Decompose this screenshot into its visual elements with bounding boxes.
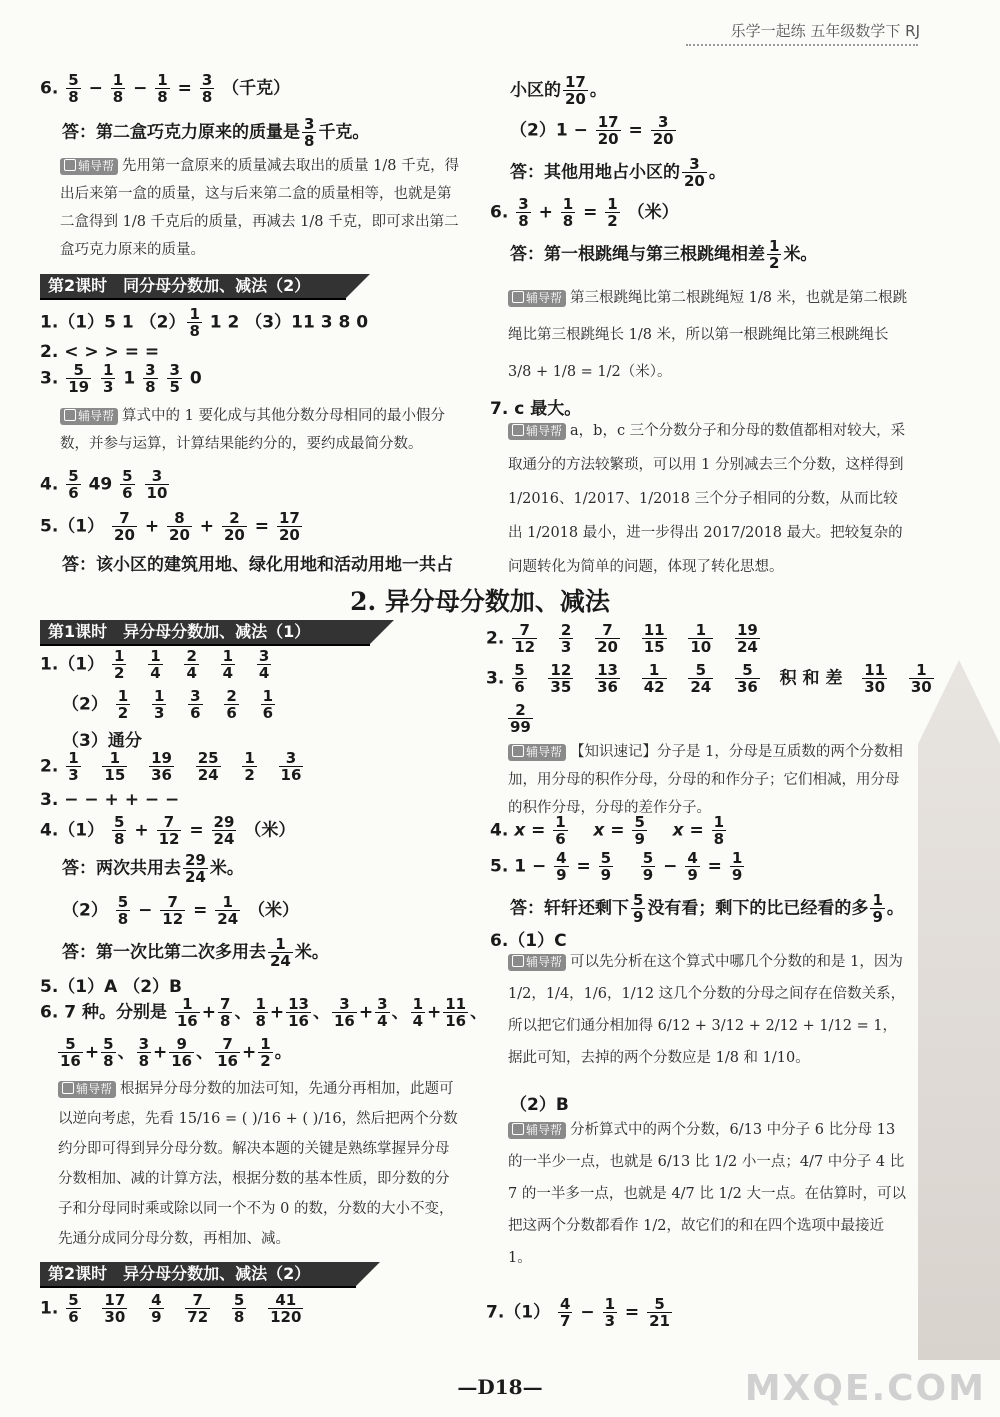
s2-line-6b: $\frac{5}{16}$ + $\frac{5}{8}$ 、 $\frac{3}{8}$ + $\frac{9}{16}$ 、 $\frac{7}{16}$ + $\frac{1}{2}$ 。 <box>60 1035 292 1070</box>
r-line-1: （2）1 − $\frac{17}{20}$ = $\frac{3}{20}$ <box>510 113 674 148</box>
hint-note-6: 辅导帮 【知识速记】分子是 1，分母是互质数的两个分数相加，用分母的积作分母，分母的和作分子；它们相减，用分母的积作分母，分母的差作分子。 <box>508 744 903 816</box>
hint-note-5: 辅导帮 根据异分母分数的加法可知，先通分再相加，此题可以逆向考虑，先看 15/16 = ( )/16 + ( )/16，然后把两个分数约分即可得到异分母分数。解决本题的关键是熟练掌握异分母分数相加、减的计算方法，根据分数的基本性质，即分数的分子和分母同时乘或除以同一个不为 0 的数，分数的大小不变，先通分成同分母分数，再相加、减。 <box>58 1081 458 1247</box>
hint-icon <box>512 745 524 757</box>
s1-line-3: 3. $\frac{5}{19}$ $\frac{1}{3}$ 1 $\frac{3}{8}$ $\frac{3}{5}$ 0 <box>40 361 202 396</box>
s1-line-5: 5.（1） $\frac{7}{20}$ + $\frac{8}{20}$ + $\frac{2}{20}$ = $\frac{17}{20}$ <box>40 509 300 544</box>
r-line-2: 答：其他用地占小区的 $\frac{3}{20}$ 。 <box>510 155 726 190</box>
section-header-lesson1: 第1课时 异分母分数加、减法（1） <box>40 620 370 646</box>
hint-note-7: 辅导帮 可以先分析在这个算式中哪几个分数的和是 1，因为 1/2，1/4，1/6，1/12 这几个分数的分母之间存在倍数关系，所以把它们通分相加得 6/12 + 3/12 + 2/12 + 1/12 = 1，据此可知，去掉的两个分数应是 1/8 和 1/10。 <box>508 954 906 1066</box>
hint-note-2: 辅导帮 算式中的 1 要化成与其他分数分母相同的最小假分数，并参与运算，计算结果能约分的，要约成最简分数。 <box>60 408 445 452</box>
section-header-lesson2: 第2课时 同分母分数加、减法（2） <box>40 274 346 300</box>
s2-line-4b: （2） $\frac{5}{8}$ − $\frac{7}{12}$ = $\frac{1}{24}$ （米） <box>62 893 300 928</box>
q6-line: 6. $\frac{5}{8}$ − $\frac{1}{8}$ − $\frac{1}{8}$ = $\frac{3}{8}$ （千克） <box>40 71 291 106</box>
hint-note-1: 辅导帮 先用第一盒原来的质量减去取出的质量 1/8 千克，得出后来第一盒的质量，这与后来第二盒的质量相等，也就是第二盒得到 1/8 千克后的质量，再减去 1/8 千克，即可求出第二盒巧克力原来的质量。 <box>60 158 460 258</box>
page-number: —D18— <box>457 1375 543 1399</box>
r2-line-6b: （2）B <box>510 1095 569 1115</box>
s2-line-6: 6. 7 种。分别是 $\frac{1}{16}$ + $\frac{7}{8}$ 、 $\frac{1}{8}$ + $\frac{13}{16}$ 、 $\frac{3}{16}$ + $\frac{3}{4}$ 、 $\frac{1}{4}$ + $\frac{11}{16}$ 、 <box>40 995 488 1030</box>
section-header-lesson2b: 第2课时 异分母分数加、减法（2） <box>40 1262 356 1288</box>
s1-line-5-answer: 答：该小区的建筑用地、绿化用地和活动用地一共占 <box>62 555 453 575</box>
r2-line-3: 3. $\frac{5}{6}$ $\frac{12}{35}$ $\frac{13}{36}$ $\frac{1}{42}$ $\frac{5}{24}$ $\frac{5}{36}$ 积 和 差 $\frac{11}{30}$ $\frac{1}{30}$ <box>486 661 932 696</box>
chapter-title: 2. 异分母分数加、减法 <box>350 587 610 616</box>
hint-tag: 辅导帮 <box>508 744 566 761</box>
s2-line-3: 3. − − + + − − <box>40 790 180 810</box>
s2-line-4-answer: 答：两次共用去 $\frac{29}{24}$ 米。 <box>62 851 244 886</box>
s1-line-1: 1.（1）5 1 （2） $\frac{1}{8}$ 1 2 （3）11 3 8 0 <box>40 305 369 340</box>
r2-line-3b: $\frac{2}{99}$ <box>510 701 531 736</box>
r2-line-7: 7.（1） $\frac{4}{7}$ − $\frac{1}{3}$ = $\frac{5}{21}$ <box>486 1295 670 1330</box>
s2-line-4b-answer: 答：第一次比第二次多用去 $\frac{1}{24}$ 米。 <box>62 935 329 970</box>
hint-tag: 辅导帮 <box>58 1081 116 1098</box>
hint-tag: 辅导帮 <box>508 954 566 971</box>
s2-line-4: 4.（1） $\frac{5}{8}$ + $\frac{7}{12}$ = $\frac{29}{24}$ （米） <box>40 813 296 848</box>
s2-line-2: 2. $\frac{1}{3}$ $\frac{1}{15}$ $\frac{19}{36}$ $\frac{25}{24}$ $\frac{1}{2}$ $\frac{3}{16}$ <box>40 749 302 784</box>
hint-icon <box>64 409 76 421</box>
hint-note-3: 辅导帮 第三根跳绳比第二根跳绳短 1/8 米，也就是第二根跳绳比第三根跳绳长 1/8 米，所以第一根跳绳比第三根跳绳长 3/8 + 1/8 = 1/2（米）。 <box>508 290 908 380</box>
page-header: 乐学一起练 五年级数学下 RJ <box>730 22 920 40</box>
hint-icon <box>62 1082 74 1094</box>
r2-line-2: 2. $\frac{7}{12}$ $\frac{2}{3}$ $\frac{7}{20}$ $\frac{11}{15}$ $\frac{1}{10}$ $\frac{19}{24}$ <box>486 621 758 656</box>
s2-line-1b: （2） $\frac{1}{2}$ $\frac{1}{3}$ $\frac{3}{6}$ $\frac{2}{6}$ $\frac{1}{6}$ <box>62 687 274 722</box>
r-line-4: 答：第一根跳绳与第三根跳绳相差 $\frac{1}{2}$ 米。 <box>510 237 818 272</box>
r2-line-5-answer: 答：轩轩还剩下 $\frac{5}{9}$ 没有看；剩下的比已经看的多 $\frac{1}{9}$ 。 <box>510 891 904 926</box>
r2-line-5: 5. 1 − $\frac{4}{9}$ = $\frac{5}{9}$ $\frac{5}{9}$ − $\frac{4}{9}$ = $\frac{1}{9}$ <box>490 849 743 884</box>
hint-tag: 辅导帮 <box>508 1122 566 1139</box>
s3-line-1: 1. $\frac{5}{6}$ $\frac{17}{30}$ $\frac{4}{9}$ $\frac{7}{72}$ $\frac{5}{8}$ $\frac{41}{120}$ <box>40 1291 302 1326</box>
s2-line-5: 5.（1）A （2）B <box>40 977 182 997</box>
s2-line-1: 1.（1） $\frac{1}{2}$ $\frac{1}{4}$ $\frac{2}{4}$ $\frac{1}{4}$ $\frac{3}{4}$ <box>40 647 270 682</box>
header-divider <box>686 44 918 46</box>
s2-line-1c: （3）通分 <box>62 731 142 751</box>
hint-note-4: 辅导帮 a，b，c 三个分数分子和分母的数值都相对较大，采取通分的方法较繁琐，可以用 1 分别减去三个分数，这样得到 1/2016、1/2017、1/2018 三个分子相同的分数，从而比较出 1/2018 最小，进一步得出 2017/2018 最大。把较复杂的问题转化为简单的问题，体现了转化思想。 <box>508 423 906 575</box>
r-line-3: 6. $\frac{3}{8}$ + $\frac{1}{8}$ = $\frac{1}{2}$ （米） <box>490 195 679 230</box>
watermark: MXQE.COM <box>744 1368 986 1409</box>
hint-note-8: 辅导帮 分析算式中的两个分数，6/13 中分子 6 比分母 13 的一半少一点，也就是 6/13 比 1/2 小一点；4/7 中分子 4 比 7 的一半多一点，也就是 4/7 比 1/2 大一点。在估算时，可以把这两个分数都看作 1/2，故它们的和在四个选项中最接近 1。 <box>508 1122 906 1266</box>
r2-line-4: 4. x = $\frac{1}{6}$ x = $\frac{5}{9}$ x = $\frac{1}{8}$ <box>490 813 725 848</box>
hint-tag: 辅导帮 <box>60 408 118 425</box>
hint-icon <box>512 291 524 303</box>
hint-tag: 辅导帮 <box>60 158 118 175</box>
r-line-5: 7. c 最大。 <box>490 399 582 419</box>
r-line-0: 小区的 $\frac{17}{20}$ 。 <box>510 73 607 108</box>
hint-tag: 辅导帮 <box>508 423 566 440</box>
s1-line-2: 2. < > > = = <box>40 342 160 362</box>
pencil-decoration <box>918 660 1000 1360</box>
r2-line-6: 6.（1）C <box>490 931 567 951</box>
hint-tag: 辅导帮 <box>508 290 566 307</box>
s1-line-4: 4. $\frac{5}{6}$ 49 $\frac{5}{6}$ $\frac{3}{10}$ <box>40 467 168 502</box>
q6-answer: 答：第二盒巧克力原来的质量是 $\frac{3}{8}$ 千克。 <box>62 115 370 150</box>
hint-icon <box>512 424 524 436</box>
hint-icon <box>64 159 76 171</box>
hint-icon <box>512 1123 524 1135</box>
hint-icon <box>512 955 524 967</box>
